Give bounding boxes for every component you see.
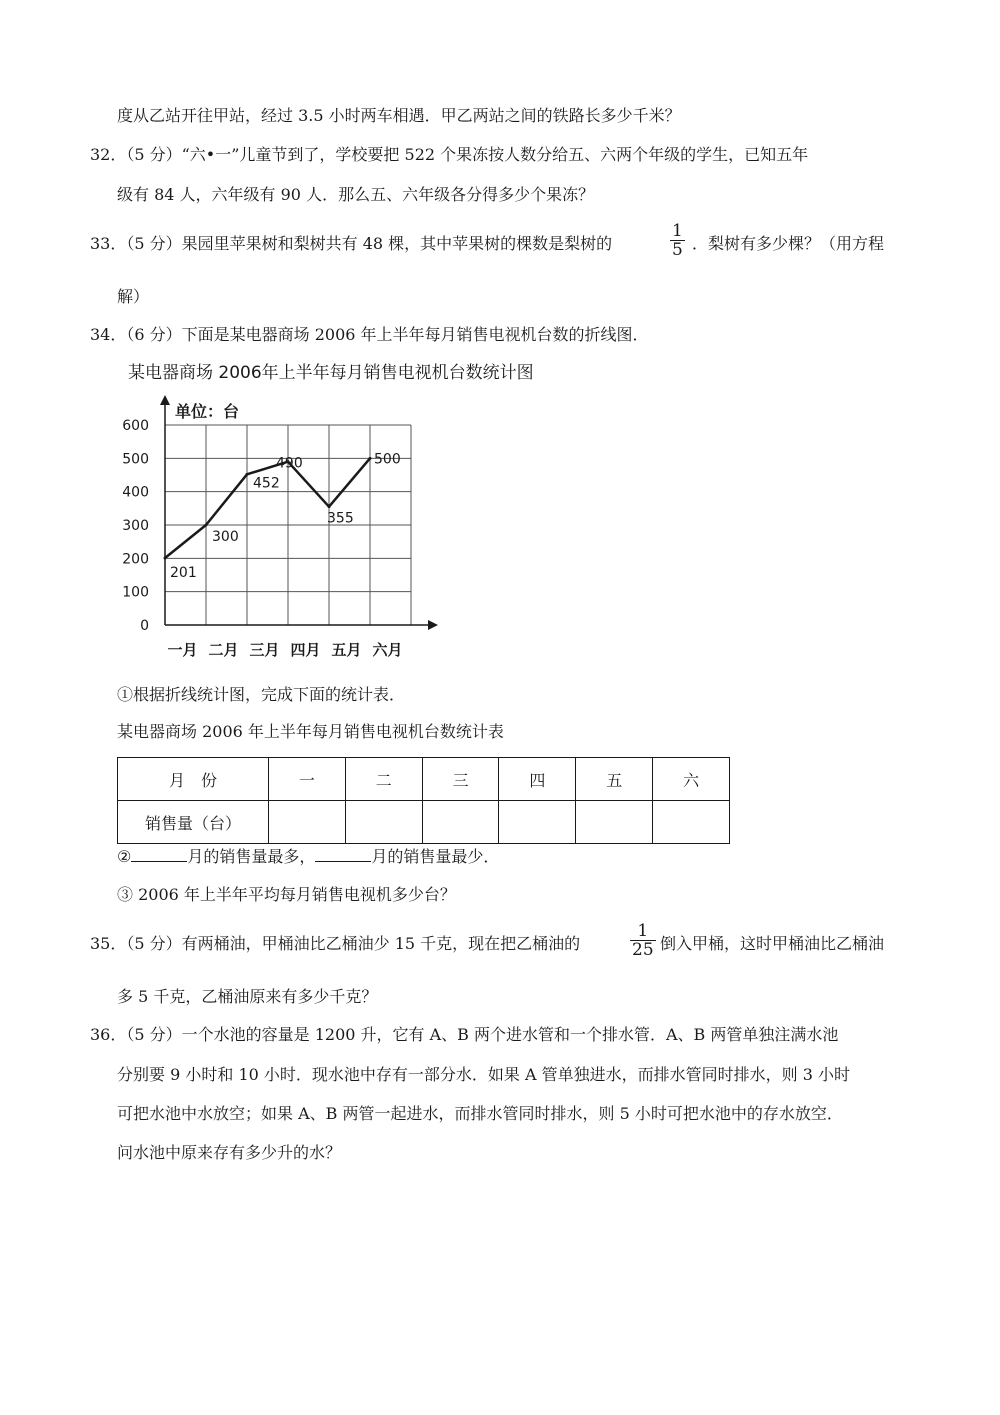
x-tick-label: 四月 (290, 641, 321, 659)
q34-part1: ①根据折线统计图，完成下面的统计表． (117, 685, 406, 704)
series-line (165, 455, 370, 558)
stats-table-header-row (118, 758, 730, 801)
q31-text-tail: 度从乙站开往甲站，经过 3.5 小时两车相遇．甲乙两站之间的铁路长多少千米？ (117, 106, 681, 125)
stats-header-1: 一 (269, 758, 346, 801)
y-axis-unit-label: 单位：台 (175, 402, 240, 421)
q34-intro: 34．（6 分）下面是某电器商场 2006 年上半年每月销售电视机台数的折线图． (90, 325, 649, 344)
y-tick-label: 200 (122, 551, 149, 568)
q34-part2-least: 月的销售量最少． (371, 847, 500, 866)
data-point (328, 505, 331, 508)
data-label: 490 (276, 455, 303, 472)
data-point (369, 457, 372, 460)
q36-line4: 问水池中原来存有多少升的水？ (117, 1143, 342, 1162)
stats-row-label: 销售量（台） (118, 801, 269, 844)
data-label: 500 (374, 451, 401, 468)
q35-fraction-denominator: 25 (632, 940, 654, 960)
q33-fraction-numerator: 1 (672, 221, 683, 241)
q35-fraction (630, 922, 656, 959)
q36-line3: 可把水池中水放空；如果 A、B 两管一起进水，而排水管同时排水，则 5 小时可把水池中的存水放空． (117, 1104, 843, 1123)
data-point (164, 557, 167, 560)
stats-cell-2[interactable] (345, 801, 422, 844)
stats-cell-4[interactable] (499, 801, 576, 844)
data-point (246, 473, 249, 476)
answer-blank-most[interactable] (131, 845, 187, 862)
q33-fraction (670, 222, 685, 259)
q33-fraction-denominator: 5 (672, 240, 683, 260)
q33-line2: 解） (117, 287, 150, 306)
stats-cell-6[interactable] (653, 801, 730, 844)
stats-header-4: 四 (499, 758, 576, 801)
data-label: 201 (170, 565, 197, 581)
stats-cell-3[interactable] (422, 801, 499, 844)
q34-table-title: 某电器商场 2006 年上半年每月销售电视机台数统计表 (117, 722, 504, 741)
q34-part2-marker: ② (117, 847, 132, 866)
chart-series (164, 457, 372, 560)
q34-part2-most: 月的销售量最多， (187, 847, 316, 866)
x-tick-label: 五月 (331, 641, 362, 659)
stats-table (117, 757, 730, 844)
q34-part3: ③ 2006 年上半年平均每月销售电视机多少台？ (117, 885, 456, 904)
stats-header-6: 六 (653, 758, 730, 801)
q33-line1-after: ．梨树有多少棵？（用方程 (692, 234, 885, 253)
q35-fraction-numerator: 1 (630, 922, 656, 941)
y-tick-label: 600 (122, 418, 149, 434)
q34-part2 (117, 845, 499, 869)
q36-line2: 分别要 9 小时和 10 小时．现水池中存有一部分水．如果 A 管单独进水，而排水管同时排水，则 3 小时 (117, 1065, 850, 1084)
x-tick-label: 二月 (208, 641, 239, 659)
stats-cell-5[interactable] (576, 801, 653, 844)
y-axis-arrow (160, 395, 170, 405)
answer-blank-least[interactable] (315, 845, 371, 862)
x-tick-label: 三月 (249, 641, 280, 659)
stats-header-3: 三 (422, 758, 499, 801)
chart-axes (160, 395, 438, 630)
x-axis-arrow (428, 620, 438, 630)
chart-title: 某电器商场 2006年上半年每月销售电视机台数统计图 (128, 363, 534, 383)
y-tick-label: 300 (122, 518, 149, 534)
stats-header-5: 五 (576, 758, 653, 801)
data-label: 452 (253, 475, 280, 492)
q32-line2: 级有 84 人，六年级有 90 人．那么五、六年级各分得多少个果冻？ (117, 185, 595, 204)
stats-table-value-row (118, 801, 730, 844)
q32-line1: 32．（5 分）“六•一”儿童节到了，学校要把 522 个果冻按人数分给五、六两个年级的学生，已知五年 (90, 145, 809, 164)
data-label: 300 (212, 529, 239, 545)
q33-line1-before: 33．（5 分）果园里苹果树和梨树共有 48 棵，其中苹果树的棵数是梨树的 (90, 234, 613, 253)
y-tick-label: 100 (122, 584, 149, 601)
y-tick-label: 400 (122, 484, 149, 501)
q36-line1: 36．（5 分）一个水池的容量是 1200 升，它有 A、B 两个进水管和一个排水管．A、B 两管单独注满水池 (90, 1025, 839, 1044)
stats-cell-1[interactable] (269, 801, 346, 844)
stats-header-month: 月 份 (118, 758, 269, 801)
y-tick-label: 0 (140, 618, 149, 634)
line-chart (115, 390, 455, 670)
data-label: 355 (327, 510, 354, 527)
y-tick-label: 500 (122, 451, 149, 468)
x-tick-label: 六月 (372, 641, 403, 659)
q35-line2: 多 5 千克，乙桶油原来有多少千克？ (117, 987, 378, 1006)
q35-line1-after: 倒入甲桶，这时甲桶油比乙桶油 (660, 934, 885, 953)
stats-header-2: 二 (345, 758, 422, 801)
x-tick-label: 一月 (167, 641, 198, 659)
q35-line1-before: 35．（5 分）有两桶油，甲桶油比乙桶油少 15 千克，现在把乙桶油的 (90, 934, 581, 953)
data-point (205, 524, 208, 527)
